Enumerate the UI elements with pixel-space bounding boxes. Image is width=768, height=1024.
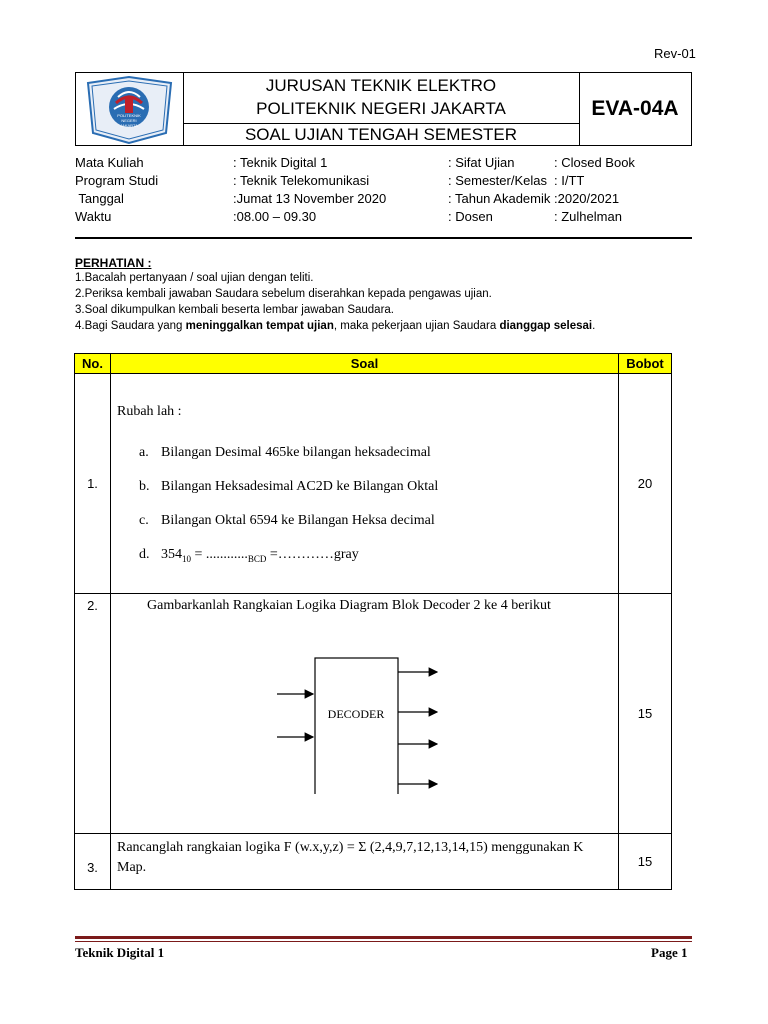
question-text (111, 594, 619, 834)
info-right-labels (448, 154, 550, 226)
header-no: No. (75, 354, 111, 374)
page-number: Page 1 (651, 945, 688, 960)
logo-text-line1: POLITEKNIK (117, 113, 141, 118)
notice-list (75, 270, 595, 334)
decoder-block-diagram (111, 634, 618, 794)
question-weight: 20 (619, 374, 672, 594)
info-value: :Jumat 13 November 2020 (233, 191, 387, 206)
department-title: JURUSAN TEKNIK ELEKTRO (265, 76, 497, 95)
question-number: 3. (75, 834, 111, 890)
exam-title: SOAL UJIAN TENGAH SEMESTER (244, 125, 518, 144)
revision-label: Rev-01 (654, 46, 696, 61)
header-soal: Soal (111, 354, 619, 374)
question-weight: 15 (619, 594, 672, 834)
info-value: : I/TT (554, 173, 585, 188)
list-item: d. $354_{10} = ............_{BCD}$ =…………gray (139, 547, 359, 564)
document-header (75, 72, 692, 146)
question-text (111, 374, 619, 594)
question-prompt: Gambarkanlah Rangkaian Logika Diagram Blok Decoder 2 ke 4 berikut (147, 598, 551, 613)
header-bobot: Bobot (619, 354, 672, 374)
info-left-values (233, 154, 386, 226)
footer-rule-thin (75, 941, 692, 942)
question-number: 1. (75, 374, 111, 594)
footer-rule (75, 936, 692, 939)
logo-cell (76, 73, 184, 145)
table-row (75, 834, 672, 890)
list-item: b. Bilangan Heksadesimal AC2D ke Bilangan Oktal (139, 479, 439, 494)
info-value: : Zulhelman (554, 209, 622, 224)
table-row (75, 594, 672, 834)
notice-item: 1.Bacalah pertanyaan / soal ujian dengan teliti. (75, 272, 314, 284)
logo-text-line2: NEGERI (121, 118, 137, 123)
question-intro: Rubah lah : (117, 404, 182, 419)
question-text: Rancanglah rangkaian logika F (w.x,y,z) = Σ (2,4,9,7,12,13,14,15) menggunakan K Map. (111, 834, 619, 890)
document-code: EVA-04A (591, 97, 679, 120)
table-header-row (75, 354, 672, 374)
footer-course: Teknik Digital 1 (75, 945, 165, 960)
institution-title: POLITEKNIK NEGERI JAKARTA (256, 99, 506, 118)
pnj-logo (76, 73, 183, 145)
info-label: Waktu (75, 209, 112, 224)
notice-title: PERHATIAN : (75, 256, 152, 270)
table-row (75, 374, 672, 594)
notice-item: 3.Soal dikumpulkan kembali beserta lembar jawaban Saudara. (75, 304, 394, 316)
info-right-values (554, 154, 635, 226)
info-value: :2020/2021 (554, 191, 620, 206)
question-table (74, 353, 672, 890)
question-weight: 15 (619, 834, 672, 890)
info-value: : Teknik Digital 1 (233, 155, 328, 170)
info-label: Mata Kuliah (75, 155, 144, 170)
list-item: a. Bilangan Desimal 465ke bilangan heksadecimal (139, 445, 431, 460)
info-label: : Sifat Ujian (448, 155, 515, 170)
notice-item: 2.Periksa kembali jawaban Saudara sebelum diserahkan kepada pengawas ujian. (75, 288, 492, 300)
info-label: : Tahun Akademik (448, 191, 551, 206)
question-number: 2. (75, 594, 111, 834)
decoder-block (315, 658, 398, 794)
info-label: Program Studi (75, 173, 159, 188)
list-item: c. Bilangan Oktal 6594 ke Bilangan Heksa decimal (139, 513, 435, 528)
info-label: : Dosen (448, 209, 493, 224)
info-value: : Closed Book (554, 155, 635, 170)
divider (75, 237, 692, 239)
info-value: : Teknik Telekomunikasi (233, 173, 370, 188)
logo-text-line3: JAKARTA (120, 123, 138, 128)
info-label: : Semester/Kelas (448, 173, 547, 188)
info-left-labels (75, 154, 158, 226)
info-value: :08.00 – 09.30 (233, 209, 317, 224)
info-label: Tanggal (75, 191, 124, 206)
notice-item: 4.Bagi Saudara yang meninggalkan tempat ujian, maka pekerjaan ujian Saudara dianggap selesai. (75, 320, 596, 332)
decoder-label: DECODER (327, 707, 385, 721)
